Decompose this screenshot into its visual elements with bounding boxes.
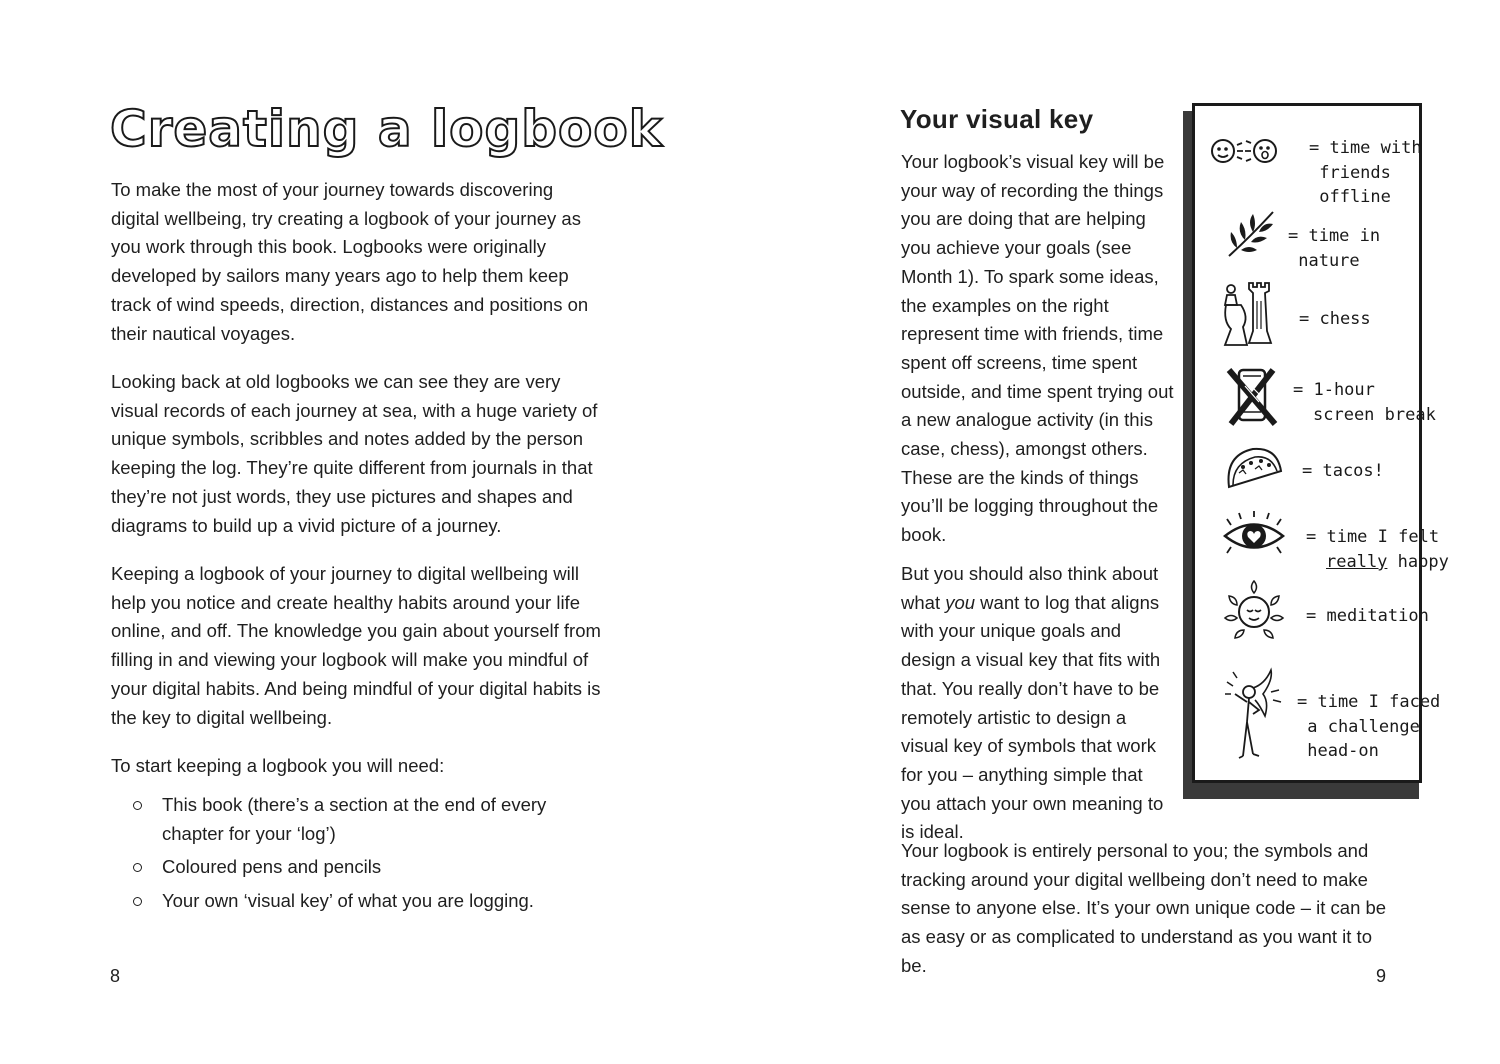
key-label-screen-break-2: screen break bbox=[1313, 405, 1436, 425]
key-label-challenge: = time I faced a challenge head-on bbox=[1297, 692, 1441, 761]
key-label-happy-2: really happy bbox=[1326, 552, 1449, 572]
crossed-phone-icon bbox=[1225, 366, 1279, 428]
right-page bbox=[750, 0, 1500, 1064]
friends-faces-icon bbox=[1209, 131, 1289, 171]
requirements-intro: To start keeping a logbook you will need: bbox=[111, 755, 445, 776]
bullet-circle-icon bbox=[133, 897, 142, 906]
superhero-figure-icon bbox=[1225, 664, 1285, 760]
page-number-left: 8 bbox=[110, 966, 121, 986]
history-paragraph: Looking back at old logbooks we can see they are very visual records of each journey at sea, with a huge variety of unique symbols, scribbles and notes added by the person keeping the log. They’re quite different from journals in that they’re not just words, they use pictures and shapes and diagrams to build up a vivid picture of a journey. bbox=[111, 371, 598, 536]
list-item: Your own ‘visual key’ of what you are logging. bbox=[111, 887, 611, 916]
key-label-happy-1: = time I felt bbox=[1306, 527, 1440, 547]
key-label-nature: = time in nature bbox=[1288, 226, 1381, 271]
taco-icon bbox=[1223, 441, 1285, 495]
key-label-tacos: = tacos! bbox=[1302, 461, 1384, 481]
leaf-branch-icon bbox=[1223, 206, 1279, 262]
chess-pieces-icon bbox=[1221, 281, 1281, 353]
page-title: Creating a logbook bbox=[110, 100, 664, 158]
benefits-paragraph: Keeping a logbook of your journey to digital wellbeing will help you notice and create healthy habits around your life online, and off. The knowledge you gain about yourself from filling in and viewing your logbook will make you mindful of your digital habits. And being mindful of your digital habits is the key to digital wellbeing. bbox=[111, 563, 601, 728]
sun-face-icon bbox=[1223, 578, 1285, 644]
heart-eye-icon bbox=[1221, 511, 1287, 561]
list-item: Coloured pens and pencils bbox=[111, 853, 611, 882]
page-number-right: 9 bbox=[1376, 966, 1387, 986]
key-label-chess: = chess bbox=[1299, 309, 1371, 329]
design-key-paragraph: But you should also think about what you want to log that aligns with your unique goals and design a visual key that fits with that. You really don’t have to be remotely artistic to design a visual key of symbols that work for you – anything simple that you attach your own meaning to is ideal. bbox=[901, 563, 1164, 843]
bullet-circle-icon bbox=[133, 801, 142, 810]
key-label-friends: = time with friends offline bbox=[1309, 138, 1422, 207]
visual-key-box bbox=[1192, 103, 1449, 783]
list-item: This book (there’s a section at the end of every chapter for your ‘log’) bbox=[111, 791, 611, 848]
bullet-circle-icon bbox=[133, 863, 142, 872]
visual-key-paragraph: Your logbook’s visual key will be your way of recording the things you are doing that are helping you achieve your goals (see Month 1). To spark some ideas, the examples on the right represent time with friends, time spent off screens, time spent outside, and time spent trying out a new analogue activity (in this case, chess), amongst others. These are the kinds of things you’ll be logging throughout the book. bbox=[901, 151, 1174, 546]
key-label-meditation: = meditation bbox=[1306, 606, 1429, 626]
intro-paragraph: To make the most of your journey towards discovering digital wellbeing, try creating a logbook of your journey as you work through this book. Logbooks were originally developed by sailors many years ago to help them keep track of wind speeds, direction, distances and positions on their nautical voyages. bbox=[111, 179, 589, 344]
personal-logbook-paragraph: Your logbook is entirely personal to you; the symbols and tracking around your digital wellbeing don’t need to make sense to anyone else. It’s your own unique code – it can be as easy or as complicated to understand as you want it to be. bbox=[901, 840, 1387, 976]
key-label-screen-break-1: = 1-hour bbox=[1293, 380, 1375, 400]
requirements-list bbox=[111, 791, 611, 920]
section-heading: Your visual key bbox=[900, 104, 1094, 134]
